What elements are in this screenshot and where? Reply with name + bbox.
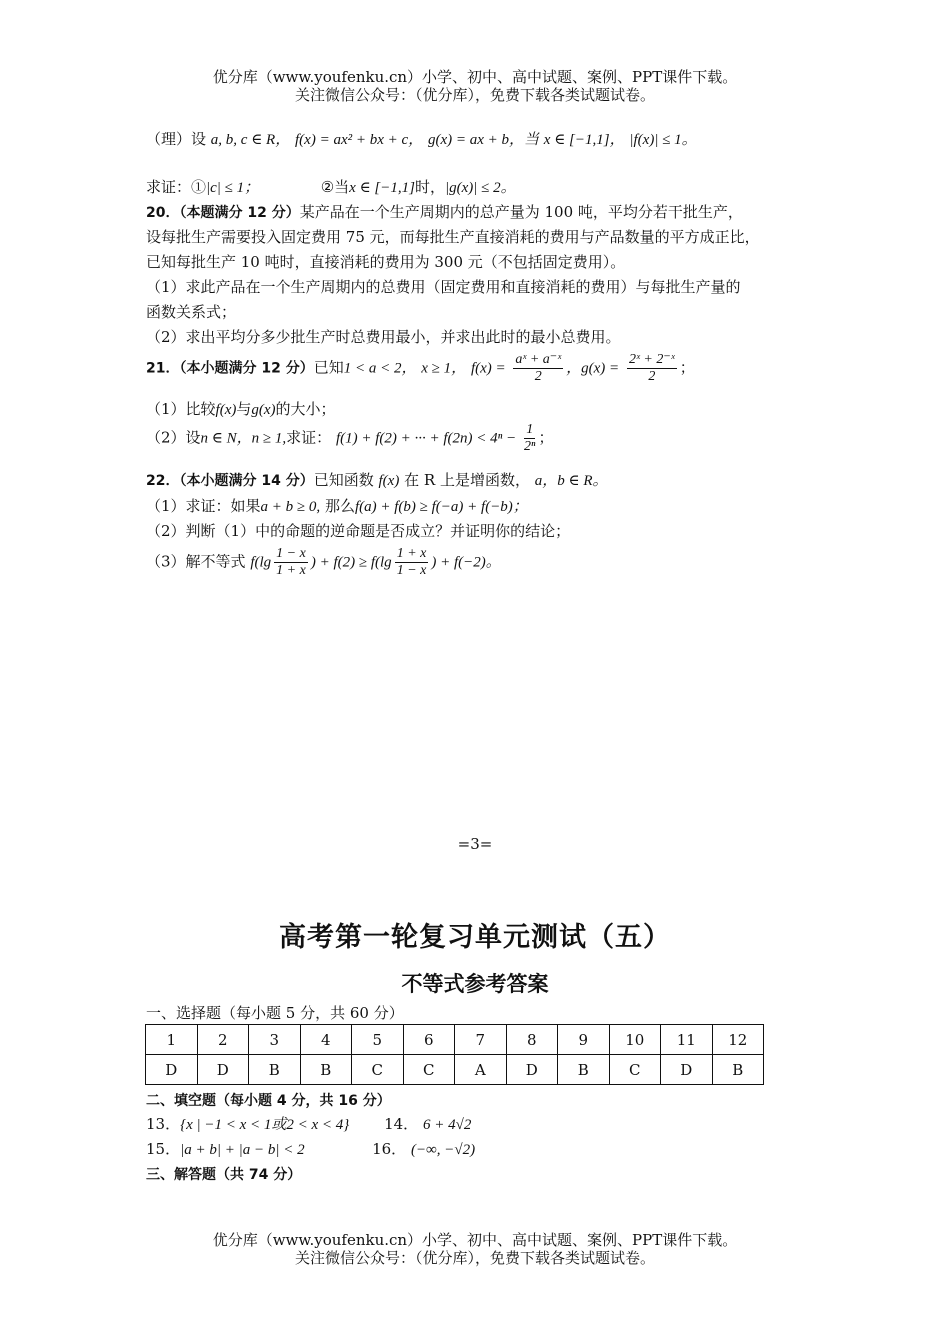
q20-part-1a: （1）求此产品在一个生产周期内的总费用（固定费用和直接消耗的费用）与每批生产量的 (146, 278, 741, 296)
question-number-cell: 5 (352, 1025, 404, 1055)
answer-subtitle: 不等式参考答案 (401, 971, 549, 996)
q22-number: 22． (146, 473, 180, 489)
answer-cell: D (197, 1055, 249, 1085)
question-number-cell: 10 (609, 1025, 661, 1055)
answer-table-answer-row (146, 1055, 764, 1085)
page-number: =3= (457, 835, 493, 853)
question-number-cell: 6 (403, 1025, 455, 1055)
answer-16: (−∞, −√2) (410, 1142, 476, 1158)
page-footer (0, 1231, 950, 1267)
q20-score: （本题满分 12 分） (179, 205, 300, 221)
q20-line-1: 20．（本题满分 12 分）某产品在一个生产周期内的总产量为 100 吨，平均分若干批生产， (146, 203, 743, 221)
q20-part-1b: 函数关系式； (146, 303, 237, 321)
header-line-1: 优分库（www.youfenku.cn）小学、初中、高中试题、案例、PPT课件下载。 (212, 68, 738, 86)
q21-part-2: （2）设n ∈ N，n ≥ 1,求证： f(1) + f(2) + ··· + f(2n) < 4ⁿ − $\frac{1}{\text{2ⁿ}}$ ； (146, 422, 554, 454)
q22-statement: 22．（本小题满分 14 分）已知函数 f(x) 在 R 上是增函数， a，b ∈ R。 (146, 471, 608, 489)
answer-15: |a + b| + |a − b| < 2 (180, 1142, 305, 1158)
question-number-cell: 11 (661, 1025, 713, 1055)
q21-statement: 21．（本小题满分 12 分）已知1 < a < 2， x ≥ 1， f(x) = $\frac{\text{aˣ + a⁻ˣ}}{2}$ ，g(x) = $\frac{\text{2ˣ + 2⁻ˣ}}{2}$ ； (146, 352, 695, 384)
q22-part-2: （2）判断（1）中的命题的逆命题是否成立？并证明你的结论； (146, 522, 571, 540)
q19-fx: f(x) = ax² + bx + c， (295, 132, 424, 148)
q21-f-fraction: $\frac{\text{aˣ + a⁻ˣ}}{2}$ (515, 352, 562, 384)
question-number-cell: 7 (455, 1025, 507, 1055)
question-number-cell: 9 (558, 1025, 610, 1055)
answer-table-header-row (146, 1025, 764, 1055)
q20-line-2: 设每批生产需要投入固定费用 75 元，而每批生产直接消耗的费用与产品数量的平方成正比， (146, 228, 760, 246)
answer-table (145, 1024, 764, 1085)
footer-line-2: 关注微信公众号：（优分库），免费下载各类试题试卷。 (294, 1249, 655, 1267)
header-line-2: 关注微信公众号：（优分库），免费下载各类试题试卷。 (294, 86, 655, 104)
q22-part-3: （3）解不等式 f(lg $\frac{1 - x}{1 + x}$ ) + f(2) ≥ f(lg $\frac{1 + x}{1 - x}$ ) + f(−2)。 (146, 546, 501, 578)
q19-proof: 求证：①|c| ≤ 1； ②当x ∈ [−1,1]时，|g(x)| ≤ 2。 (146, 178, 516, 196)
q20-part-2: （2）求出平均分多少批生产时总费用最小，并求出此时的最小总费用。 (146, 328, 621, 346)
answer-cell: B (558, 1055, 610, 1085)
answer-cell: D (506, 1055, 558, 1085)
question-number-cell: 1 (146, 1025, 198, 1055)
page-header (0, 68, 950, 104)
q19-gx: g(x) = ax + b，当 (427, 132, 540, 148)
answer-cell: B (300, 1055, 352, 1085)
answer-cell: C (609, 1055, 661, 1085)
question-number-cell: 3 (249, 1025, 301, 1055)
answer-cell: C (403, 1055, 455, 1085)
answer-title: 高考第一轮复习单元测试（五） (279, 922, 671, 953)
section-3-heading: 三、解答题（共 74 分） (146, 1167, 302, 1183)
footer-line-1: 优分库（www.youfenku.cn）小学、初中、高中试题、案例、PPT课件下载。 (212, 1231, 738, 1249)
question-number-cell: 4 (300, 1025, 352, 1055)
question-number-cell: 12 (712, 1025, 764, 1055)
section-1-heading: 一、选择题（每小题 5 分，共 60 分） (146, 1004, 404, 1022)
q21-number: 21． (146, 360, 180, 377)
q21-part2-fraction: $\frac{1}{\text{2ⁿ}}$ (524, 422, 536, 454)
answer-cell: A (455, 1055, 507, 1085)
q19-domain: x ∈ [−1,1]， (543, 132, 625, 148)
answer-15-16: 15．|a + b| + |a − b| < 2 16． (−∞, −√2) (146, 1140, 476, 1158)
q19-condition: |f(x)| ≤ 1。 (629, 132, 697, 148)
q21-g-fraction: $\frac{\text{2ˣ + 2⁻ˣ}}{2}$ (628, 352, 675, 384)
q20-line-3: 已知每批生产 10 吨时，直接消耗的费用为 300 元（不包括固定费用）。 (146, 253, 626, 271)
q19-statement: （理）设 a, b, c ∈ R， f(x) = ax² + bx + c， g(x) = ax + b，当 x ∈ [−1,1]， |f(x)| ≤ 1。 (146, 130, 697, 148)
q20-number: 20． (146, 205, 180, 221)
answer-cell: D (146, 1055, 198, 1085)
q19-set: a, b, c ∈ R， (210, 132, 291, 148)
q19-proof-1: |c| ≤ 1； (206, 180, 260, 196)
answer-14: 6 + 4√2 (422, 1117, 472, 1133)
q22-score: （本小题满分 14 分） (179, 473, 314, 489)
q21-score: （本小题满分 12 分） (179, 360, 314, 377)
answer-13: {x | −1 < x < 1或2 < x < 4} (180, 1117, 350, 1133)
section-2-heading: 二、填空题（每小题 4 分，共 16 分） (146, 1093, 391, 1109)
answer-13-14: 13．{x | −1 < x < 1或2 < x < 4} 14． 6 + 4√2 (146, 1115, 472, 1133)
q21-part-1: （1）比较f(x)与g(x)的大小； (146, 400, 336, 418)
q22-part-1: （1）求证：如果a + b ≥ 0, 那么f(a) + f(b) ≥ f(−a) + f(−b)； (146, 497, 528, 515)
question-number-cell: 8 (506, 1025, 558, 1055)
question-number-cell: 2 (197, 1025, 249, 1055)
answer-cell: B (249, 1055, 301, 1085)
q22-fraction-2: $\frac{1 + x}{1 - x}$ (396, 546, 427, 578)
answer-cell: B (712, 1055, 764, 1085)
q22-fraction-1: $\frac{1 - x}{1 + x}$ (276, 546, 306, 578)
answer-cell: D (661, 1055, 713, 1085)
q19-proof-2: |g(x)| ≤ 2。 (445, 180, 516, 196)
answer-cell: C (352, 1055, 404, 1085)
